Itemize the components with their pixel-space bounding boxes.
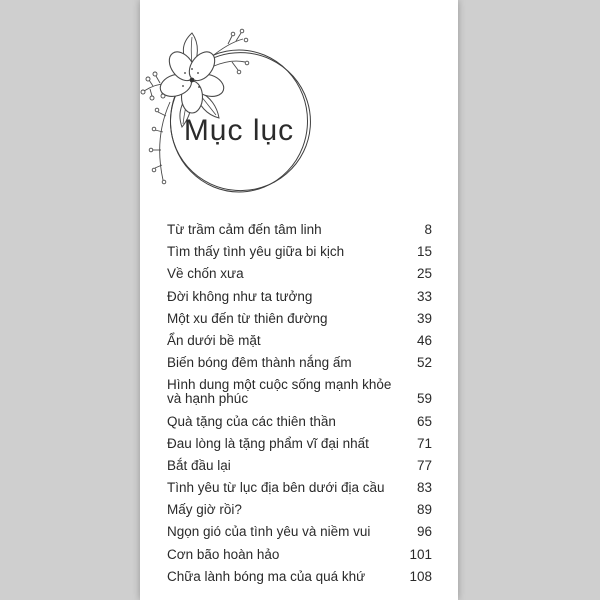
toc-entry <box>167 525 432 539</box>
toc-entry-title: Biến bóng đêm thành nắng ấm <box>167 355 352 371</box>
toc-entry-title: Hình dung một cuộc sống mạnh khỏe và hạnh phúc <box>167 377 392 407</box>
toc-entry-page: 39 <box>416 310 432 326</box>
page-title: Mục lục <box>183 114 295 147</box>
toc-entry-title: Tình yêu từ lục địa bên dưới địa cầu <box>167 480 385 496</box>
toc-entry <box>167 334 432 348</box>
toc-entry <box>167 415 432 429</box>
toc-entry-page: 46 <box>416 332 432 348</box>
toc-entry <box>167 290 432 304</box>
book-toc-page <box>140 0 458 600</box>
toc-entry-page: 33 <box>416 288 432 304</box>
toc-entry-title: Chữa lành bóng ma của quá khứ <box>167 568 366 584</box>
toc-entry <box>167 503 432 517</box>
toc-entry-page: 15 <box>416 244 432 260</box>
toc-entry-page: 65 <box>416 413 432 429</box>
toc-entry <box>167 437 432 451</box>
toc-entry-page: 108 <box>409 568 432 584</box>
toc-entry <box>167 312 432 326</box>
toc-entry-title: Một xu đến từ thiên đường <box>167 310 328 326</box>
toc-entry <box>167 570 432 584</box>
toc-entry-title: Bắt đầu lại <box>167 457 231 473</box>
toc-entry <box>167 481 432 495</box>
toc-entry-title: Ngọn gió của tình yêu và niềm vui <box>167 524 371 540</box>
toc-entry-title: Đời không như ta tưởng <box>167 288 313 304</box>
toc-entry-title: Đau lòng là tặng phẩm vĩ đại nhất <box>167 435 369 451</box>
toc-entry-page: 83 <box>416 480 432 496</box>
toc-entry-page: 77 <box>416 457 432 473</box>
toc-entry-title: Tìm thấy tình yêu giữa bi kịch <box>167 244 345 260</box>
toc-entry <box>167 245 432 259</box>
toc-entry-title: Mấy giờ rồi? <box>167 502 242 518</box>
toc-entry <box>167 378 432 406</box>
toc-entry-title: Quà tặng của các thiên thần <box>167 413 336 429</box>
toc-entry <box>167 356 432 370</box>
flower-wreath-icon <box>140 0 458 215</box>
toc-entry-title: Cơn bão hoàn hảo <box>167 546 280 562</box>
toc-entry-page: 8 <box>424 222 432 237</box>
toc-entry-page: 89 <box>416 502 432 518</box>
toc-entry <box>167 548 432 562</box>
toc-entry <box>167 459 432 473</box>
toc-entry-page: 96 <box>416 524 432 540</box>
toc-list <box>167 223 432 592</box>
toc-entry-title: Từ trầm cảm đến tâm linh <box>167 222 322 237</box>
toc-entry-title: Về chốn xưa <box>167 266 244 282</box>
toc-entry-page: 59 <box>416 391 432 407</box>
toc-entry-page: 52 <box>416 355 432 371</box>
toc-entry-title: Ẩn dưới bề mặt <box>167 332 261 348</box>
toc-entry <box>167 267 432 281</box>
toc-entry-page: 71 <box>416 435 432 451</box>
toc-entry-page: 25 <box>416 266 432 282</box>
toc-entry-page: 101 <box>409 546 432 562</box>
toc-entry <box>167 223 432 237</box>
